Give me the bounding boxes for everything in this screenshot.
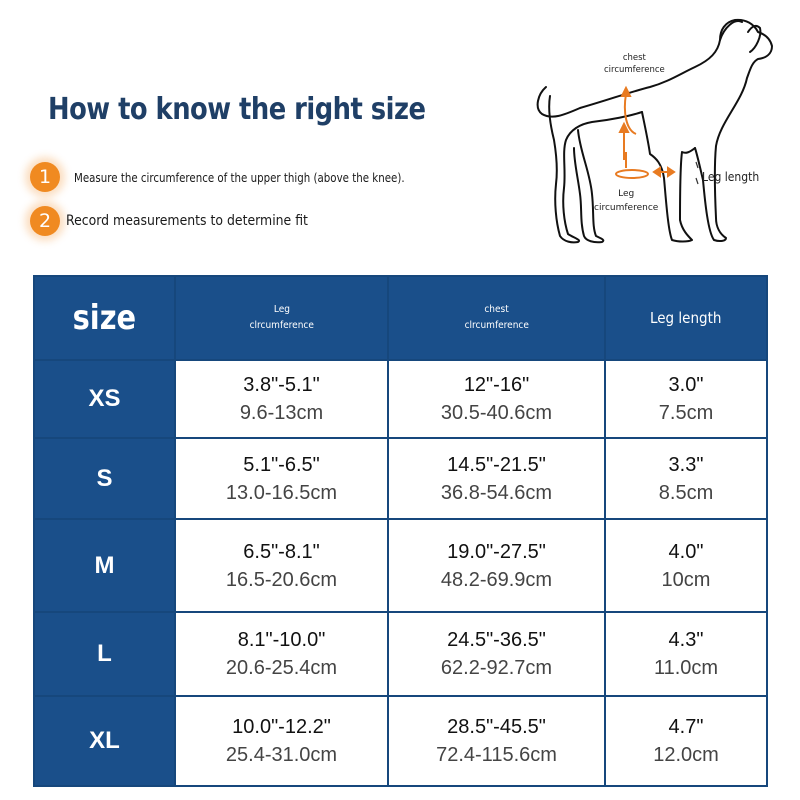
chest-circumference-cell: 19.0"-27.5" 48.2-69.9cm bbox=[388, 519, 605, 612]
header-leg-circumference: Leg clrcumference bbox=[175, 276, 388, 360]
chest-circumference-cell: 28.5"-45.5" 72.4-115.6cm bbox=[388, 696, 605, 786]
size-cell: S bbox=[34, 438, 175, 519]
size-cell: XL bbox=[34, 696, 175, 786]
step-number-badge: 2 bbox=[30, 206, 60, 236]
table-row bbox=[34, 438, 767, 519]
page-title: How to know the right size bbox=[48, 92, 426, 127]
measurement-arrows-icon bbox=[616, 88, 674, 178]
table-row bbox=[34, 360, 767, 438]
leg-circumference-cell: 6.5"-8.1" 16.5-20.6cm bbox=[175, 519, 388, 612]
step-number-badge: 1 bbox=[30, 162, 60, 192]
chest-circumference-label bbox=[604, 52, 665, 76]
dog-measurement-diagram bbox=[520, 12, 790, 252]
table-row bbox=[34, 612, 767, 696]
leg-length-cell: 4.0" 10cm bbox=[605, 519, 767, 612]
leg-label-line2: circumference bbox=[594, 203, 659, 213]
header-leg-length: Leg length bbox=[605, 276, 767, 360]
size-cell: XS bbox=[34, 360, 175, 438]
leg-circumference-label bbox=[594, 187, 658, 215]
step-1 bbox=[30, 162, 477, 192]
step-text: Record measurements to determine fit bbox=[66, 213, 308, 229]
leg-length-marker-icon bbox=[696, 162, 698, 184]
leg-length-label: Leg length bbox=[702, 170, 760, 184]
chest-circumference-cell: 24.5"-36.5" 62.2-92.7cm bbox=[388, 612, 605, 696]
chest-label-line2: circumference bbox=[604, 65, 665, 75]
table-row bbox=[34, 519, 767, 612]
leg-length-cell: 3.0" 7.5cm bbox=[605, 360, 767, 438]
leg-circumference-cell: 10.0"-12.2" 25.4-31.0cm bbox=[175, 696, 388, 786]
size-chart-table bbox=[33, 275, 768, 787]
leg-label-line1: Leg bbox=[618, 189, 635, 199]
chest-circumference-cell: 12"-16" 30.5-40.6cm bbox=[388, 360, 605, 438]
size-cell: M bbox=[34, 519, 175, 612]
table-row bbox=[34, 696, 767, 786]
leg-circumference-cell: 3.8"-5.1" 9.6-13cm bbox=[175, 360, 388, 438]
leg-length-cell: 4.3" 11.0cm bbox=[605, 612, 767, 696]
chest-circumference-cell: 14.5"-21.5" 36.8-54.6cm bbox=[388, 438, 605, 519]
leg-circumference-cell: 5.1"-6.5" 13.0-16.5cm bbox=[175, 438, 388, 519]
leg-length-cell: 4.7" 12.0cm bbox=[605, 696, 767, 786]
size-cell: L bbox=[34, 612, 175, 696]
leg-length-cell: 3.3" 8.5cm bbox=[605, 438, 767, 519]
step-2 bbox=[30, 206, 347, 236]
table-header-row bbox=[34, 276, 767, 360]
step-text: Measure the circumference of the upper thigh (above the knee). bbox=[74, 169, 405, 185]
chest-label-line1: chest bbox=[622, 53, 646, 63]
header-chest-circumference: chest clrcumference bbox=[388, 276, 605, 360]
leg-circumference-cell: 8.1"-10.0" 20.6-25.4cm bbox=[175, 612, 388, 696]
header-size: size bbox=[34, 276, 175, 360]
